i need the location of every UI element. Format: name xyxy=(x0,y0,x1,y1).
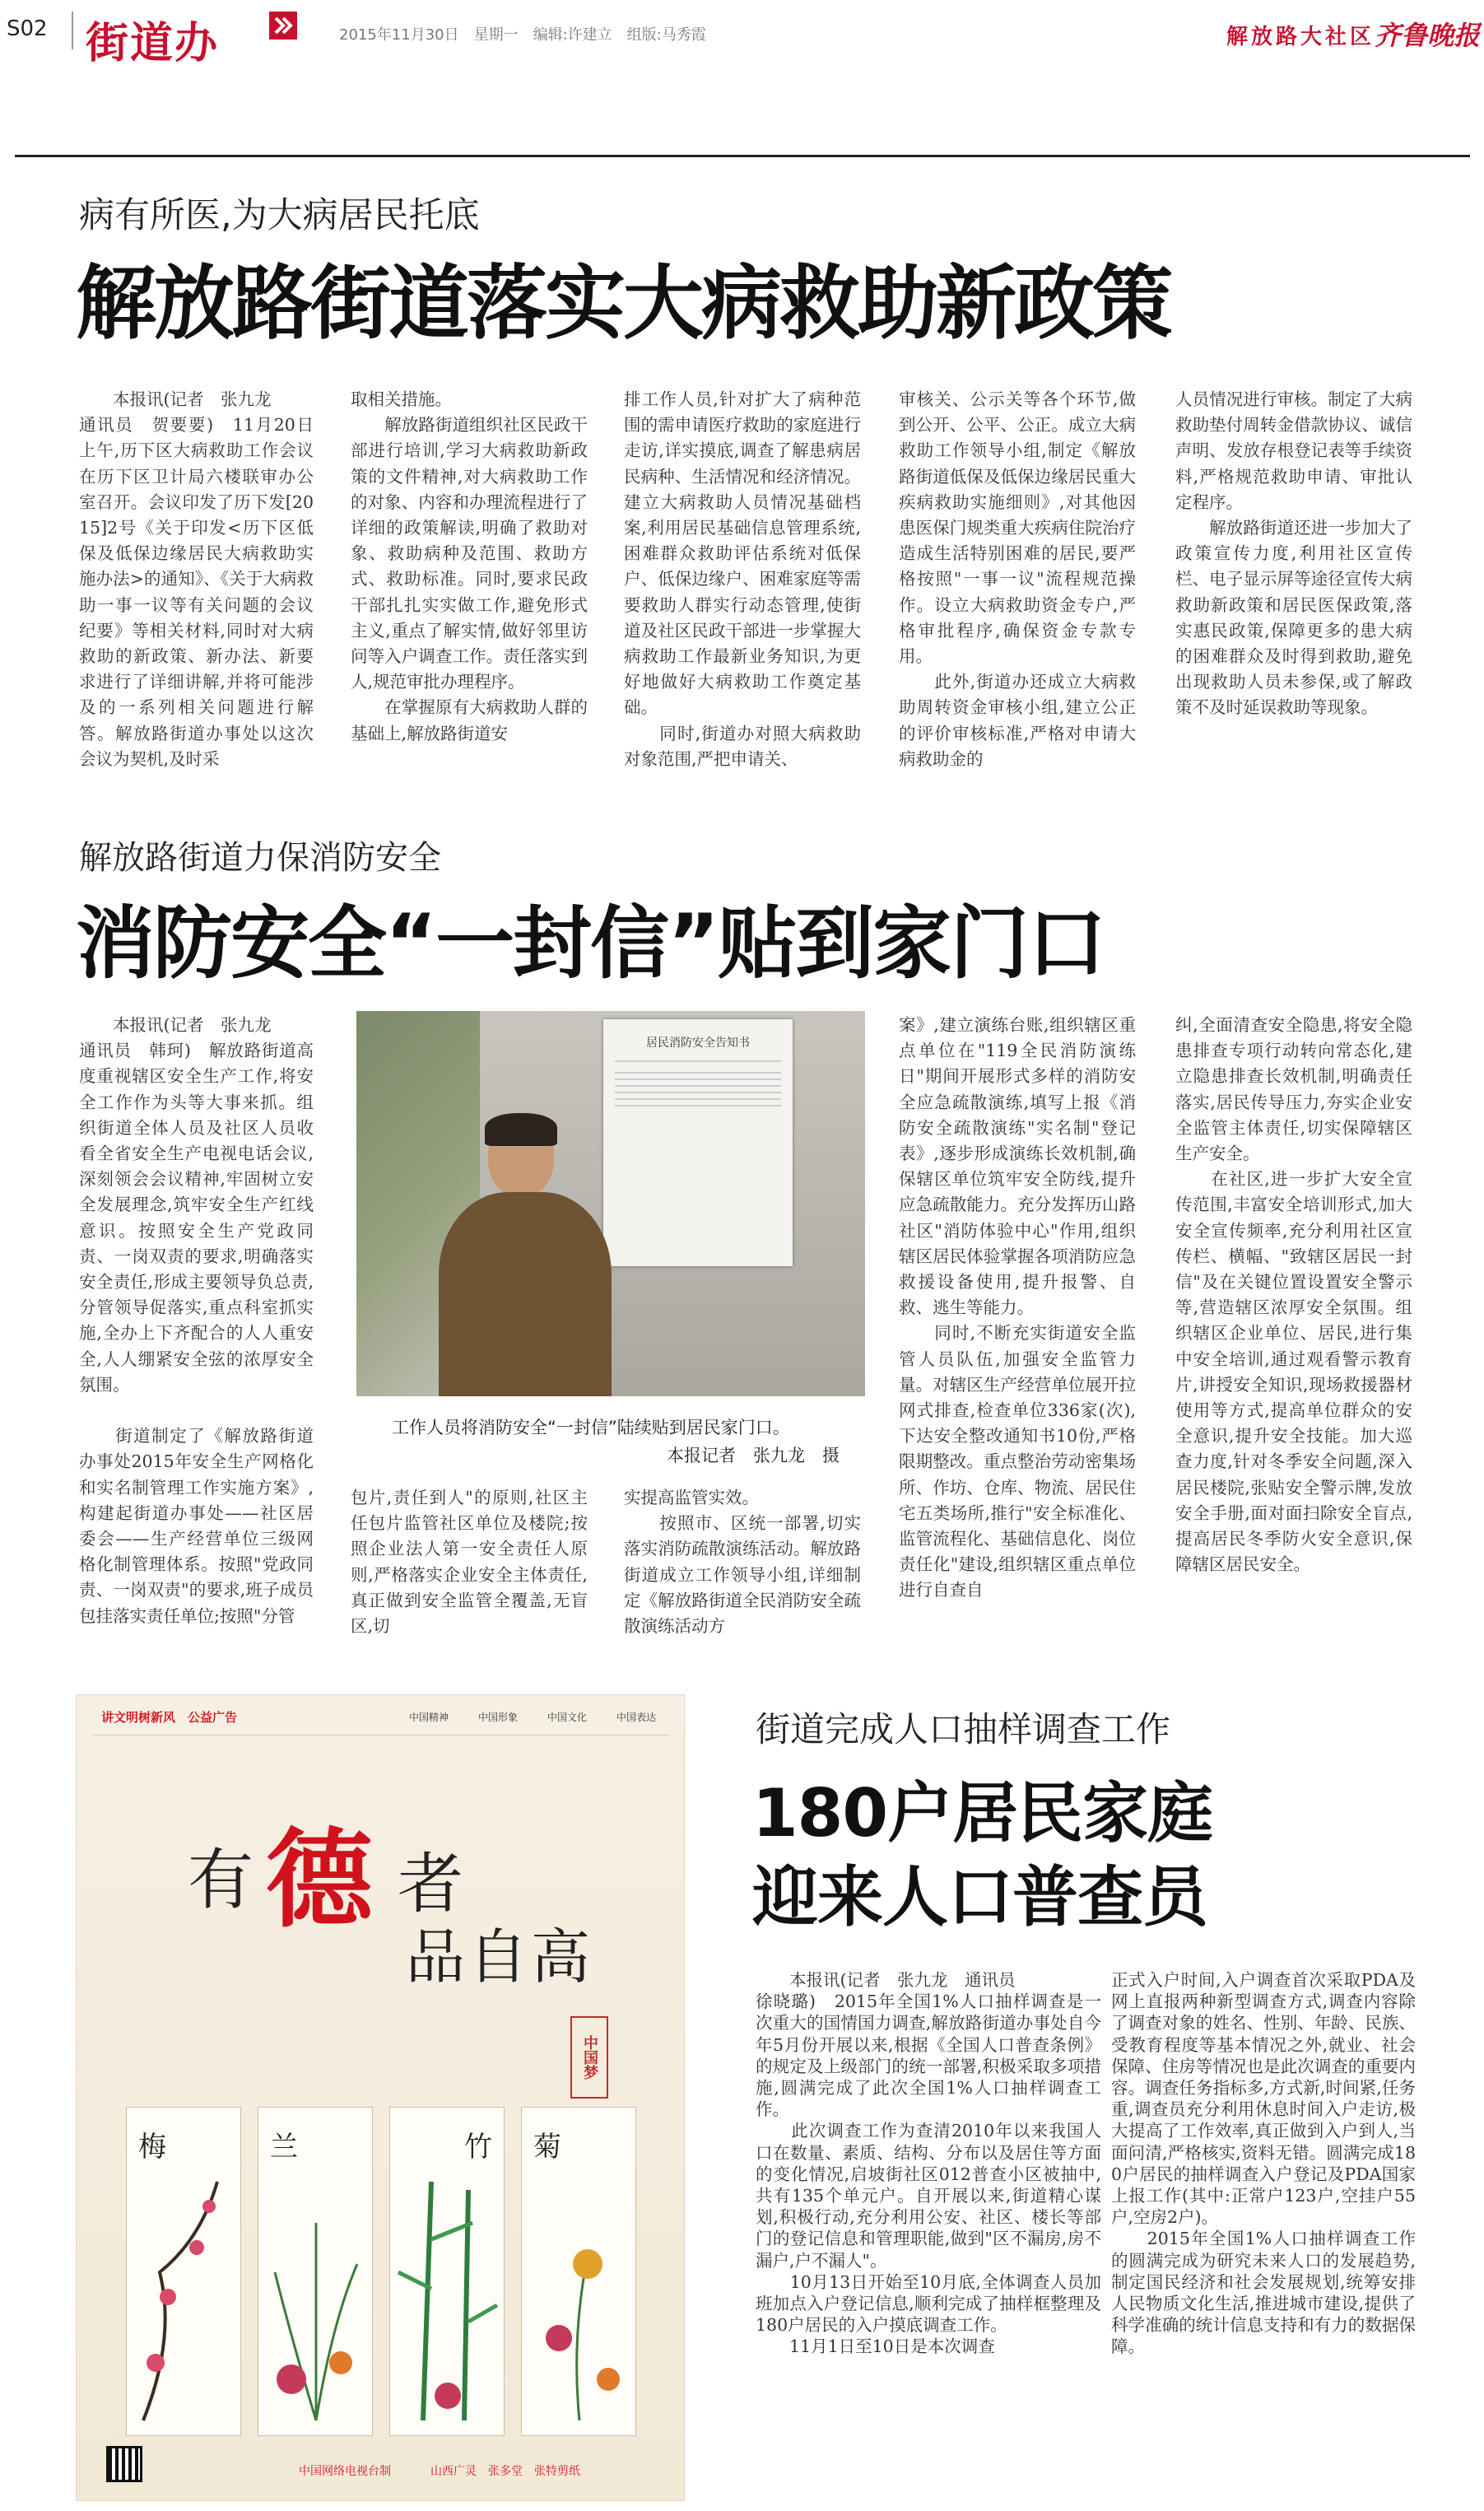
ad-line2: 品自高 xyxy=(406,1922,594,1992)
papercut-panel-orchid xyxy=(258,2107,373,2436)
community-name: 解放路大社区 xyxy=(1226,25,1375,49)
article2-column-4: 案》,建立演练台账,组织辖区重点单位在"119全民消防演练日"期间开展形式多样的消防安全应急疏散演练,填写上报《消防安全疏散演练"实名制"登记表》,逐步形成演练长效机制,确保辖区单位筑牢安全防线,提升应急疏散能力。充分发挥历山路社区"消防体验中心"作用,组织辖区居民体验掌握各项消防应急救援设备使用,提升报警、自救、逃生等能力。 同时,不断充实街道安全监管人员队伍,加强安全监管力量。对辖区生产经营单位展开拉网式排查,检查单位336家(次),下达安全整改通知书10份,严格限期整改。重点整治劳动密集场所、作坊、仓库、物流、居民住宅五类场所,推行"安全标准化、监管流程化、基础信息化、岗位责任化"建设,组织辖区重点单位进行自查自 xyxy=(899,1015,1136,1600)
panel-label-plum: 梅 xyxy=(138,2131,166,2164)
section-arrow-icon xyxy=(269,12,297,40)
photo-credit: 本报记者 张九龙 摄 xyxy=(667,1446,840,1465)
panel-label-orchid: 兰 xyxy=(270,2131,298,2164)
header-divider xyxy=(72,12,73,49)
article3-kicker: 街道完成人口抽样调查工作 xyxy=(756,1709,1171,1749)
notice-title: 居民消防安全告知书 xyxy=(646,1037,750,1050)
ad-tag: 讲文明树新风 公益广告 xyxy=(101,1710,238,1725)
issue-meta: 2015年11月30日 星期一 编辑:许建立 组版:马秀霞 xyxy=(339,26,706,44)
article1-column-3: 排工作人员,针对扩大了病种范围的需申请医疗救助的家庭进行走访,详实摸底,调查了解患病居民病种、生活情况和经济情况。建立大病救助人员情况基础档案,利用居民基础信息管理系统,困难群众救助评估系统对低保户、低保边缘户、困难家庭等需要救助人群实行动态管理,使街道及社区民政干部进一步掌握大病救助工作最新业务知识,为更好地做好大病救助工作奠定基础。 同时,街道办对照大病救助对象范围,严把申请关、 xyxy=(624,389,861,769)
papercut-panel-bamboo xyxy=(389,2107,505,2436)
panel-label-chrysanthemum: 菊 xyxy=(533,2131,561,2164)
ad-slogan-1: 中国精神 xyxy=(409,1712,449,1723)
section-title: 街道办 xyxy=(86,19,220,68)
ad-slogan-2: 中国形象 xyxy=(478,1712,519,1723)
worker-figure xyxy=(430,1118,620,1396)
public-service-ad xyxy=(76,1694,685,2501)
ad-slogan-4: 中国表达 xyxy=(616,1712,657,1723)
photo-caption: 工作人员将消防安全“一封信”陆续贴到居民家门口。 xyxy=(392,1418,790,1437)
ad-seal xyxy=(570,2016,608,2099)
panel-label-bamboo: 竹 xyxy=(464,2131,492,2164)
article2-column-5: 纠,全面清查安全隐患,将安全隐患排查专项行动转向常态化,建立隐患排查长效机制,明确责任落实,居民传导压力,夯实企业安全监管主体责任,切实保障辖区生产安全。 在社区,进一步扩大安全宣传范围,丰富安全培训形式,加大安全宣传频率,充分利用社区宣传栏、横幅、"致辖区居民一封信"及在关键位置设置安全警示等,营造辖区浓厚安全氛围。组织辖区企业单位、居民,进行集中安全培训,通过观看警示教育片,讲授安全知识,现场救援器材使用等方式,提高单位群众的安全意识,提升安全技能。加大巡查力度,针对冬季安全问题,深入居民楼院,张贴安全警示牌,发放安全手册,面对面扫除安全盲点,提高居民冬季防火安全意识,保障辖区居民安全。 xyxy=(1175,1015,1412,1575)
papercut-panel-plum xyxy=(126,2107,241,2436)
article2-kicker: 解放路街道力保消防安全 xyxy=(79,839,441,877)
fire-safety-photo xyxy=(356,1011,865,1396)
article1-column-2: 取相关措施。 解放路街道组织社区民政干部进行培训,学习大病救助新政策的文件精神,对大病救助工作的对象、内容和办理流程进行了详细的政策解读,明确了救助对象、救助病种及范围、救助方式、救助标准。同时,要求民政干部扎扎实实做工作,避免形式主义,重点了解实情,做好邻里访问等入户调查工作。责任落实到人,规范审批办理程序。 在掌握原有大病救助人群的基础上,解放路街道安 xyxy=(351,389,588,743)
article1-headline: 解放路街道落实大病救助新政策 xyxy=(76,257,1171,351)
article1-kicker: 病有所医,为大病居民托底 xyxy=(79,195,480,236)
article2-headline: 消防安全“一封信”贴到家门口 xyxy=(76,897,1105,990)
ad-slogan-3: 中国文化 xyxy=(547,1712,588,1723)
article3-headline-2: 迎来人口普查员 xyxy=(752,1859,1207,1936)
article1-column-1: 本报讯(记者 张九龙 通讯员 贺要要) 11月20日上午,历下区大病救助工作会议在历下区卫计局六楼联审办公室召开。会议印发了历下发[2015]2号《关于印发<历下区低保及低保边缘居民大病救助实施办法>的通知》、《关于大病救助一事一议等有关问题的会议纪要》等相关材料,同时对大病救助的新政策、新办法、新要求进行了详细讲解,并将可能涉及的一系列相关问题进行解答。解放路街道办事处以这次会议为契机,及时采 xyxy=(79,389,314,769)
article2-column-2: 包片,责任到人"的原则,社区主任包片监管社区单位及楼院;按照企业法人第一安全责任人原则,严格落实企业安全主体责任,真正做到安全监管全覆盖,无盲区,切 xyxy=(351,1488,588,1637)
article1-column-4: 审核关、公示关等各个环节,做到公开、公平、公正。成立大病救助工作领导小组,制定《解放路街道低保及低保边缘居民重大疾病救助实施细则》,对其他因患医保门规类重大疾病住院治疗造成生活特别困难的居民,要严格按照"一事一议"流程规范操作。设立大病救助资金专户,严格审批程序,确保资金专款专用。 此外,街道办还成立大病救助周转资金审核小组,建立公正的评价审核标准,严格对申请大病救助金的 xyxy=(899,389,1136,769)
article2-column-1: 本报讯(记者 张九龙 通讯员 韩珂) 解放路街道高度重视辖区安全生产工作,将安全工作作为头等大事来抓。组织街道全体人员及社区人员收看全省安全生产电视电话会议,深刻领会会议精神,牢固树立安全发展理念,筑牢安全生产红线意识。按照安全生产党政同责、一岗双责的要求,明确落实安全责任,形成主要领导负总责,分管领导促落实,重点科室抓实施,全办上下齐配合的人人重安全,人人绷紧安全弦的浓厚安全氛围。 街道制定了《解放路街道办事处2015年安全生产网格化和实名制管理工作实施方案》,构建起街道办事处——社区居委会——生产经营单位三级网格化制管理体系。按照"党政同责、一岗双责"的要求,班子成员包挂落实责任单位;按照"分管 xyxy=(79,1015,314,1626)
ad-char-you: 有 xyxy=(188,1842,254,1918)
article3-headline-1: 180户居民家庭 xyxy=(752,1775,1212,1852)
article2-column-3: 实提高监管实效。 按照市、区统一部署,切实落实消防疏散演练活动。解放路街道成立工作领导小组,详细制定《解放路街道全民消防安全疏散演练活动方 xyxy=(624,1488,861,1637)
ad-char-zhe: 者 xyxy=(398,1846,463,1922)
ad-footer: 中国网络电视台制 xyxy=(299,2465,391,2478)
ad-footer-credit: 山西广灵 张多堂 张特剪纸 xyxy=(430,2465,580,2478)
qr-code-icon xyxy=(106,2446,142,2482)
article1-column-5: 人员情况进行审核。制定了大病救助垫付周转金借款协议、诚信声明、发放存根登记表等手续资料,严格规范救助申请、审批认定程序。 解放路街道还进一步加大了政策宣传力度,利用社区宣传栏、电子显示屏等途径宣传大病救助新政策和居民医保政策,落实惠民政策,保障更多的患大病的困难群众及时得到救助,避免出现救助人员未参保,或了解政策不及时延误救助等现象。 xyxy=(1175,389,1412,718)
page-number: S02 xyxy=(7,16,48,41)
ad-seal-text: 中国梦 xyxy=(581,2035,598,2080)
article3-column-2: 正式入户时间,入户调查首次采取PDA及网上直报两种新型调查方式,调查内容除了调查对象的姓名、性别、年龄、民族、受教育程度等基本情况之外,就业、社会保障、住房等情况也是此次调查的重要内容。调查任务指标多,方式新,时间紧,任务重,调查员充分利用休息时间入户走访,极大提高了工作效率,真正做到入户到人,当面问清,严格核实,资料无错。圆满完成180户居民的抽样调查入户登记及PDA国家上报工作(其中:正常户123户,空挂户55户,空房2户)。 2015年全国1%人口抽样调查工作的圆满完成为研究未来人口的发展趋势,制定国民经济和社会发展规划,统筹安排人民物质文化生活,推进城市建设,提供了科学准确的统计信息支持和有力的数据保障。 xyxy=(1111,1970,1416,2357)
posted-notice xyxy=(603,1019,793,1266)
ad-char-de: 德 xyxy=(266,1817,374,1942)
papercut-panel-chrysanthemum xyxy=(521,2107,636,2436)
top-rule xyxy=(15,155,1470,157)
article3-column-1: 本报讯(记者 张九龙 通讯员 徐晓璐) 2015年全国1%人口抽样调查是一次重大的国情国力调查,解放路街道办事处自今年5月份开展以来,根据《全国人口普查条例》的规定及上级部门的统一部署,积极采取多项措施,圆满完成了此次全国1%人口抽样调查工作。 此次调查工作为查清2010年以来我国人口在数量、素质、结构、分布以及居住等方面的变化情况,启坡街社区012普查小区被抽中,共有135个单元户。自开展以来,街道精心谋划,积极行动,充分利用公安、社区、楼长等部门的登记信息和管理职能,做到"区不漏房,房不漏户,户不漏人"。 10月13日开始至10月底,全体调查人员加班加点入户登记信息,顺利完成了抽样框整理及180户居民的入户摸底调查工作。 11月1日至10日是本次调查 xyxy=(756,1970,1101,2357)
newspaper-logo: 齐鲁晚报 xyxy=(1375,20,1481,51)
